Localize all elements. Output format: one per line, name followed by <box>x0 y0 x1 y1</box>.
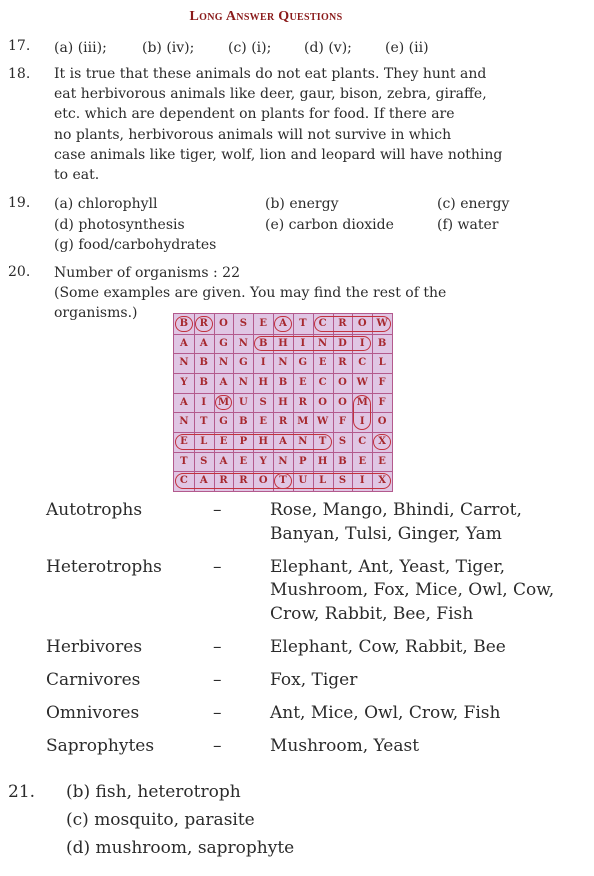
category-label: Saprophytes <box>46 735 155 756</box>
grid-letter: O <box>258 475 268 487</box>
grid-letter: C <box>358 436 367 447</box>
grid-letter: T <box>299 318 307 329</box>
grid-letter: O <box>318 396 327 408</box>
grid-letter: G <box>219 337 228 349</box>
grid-letter: G <box>239 357 248 369</box>
grid-letter: M <box>217 396 230 408</box>
grid-line <box>174 432 392 433</box>
word-circle <box>195 316 213 332</box>
grid-letter: W <box>376 318 388 329</box>
grid-letter: L <box>378 357 386 369</box>
dash-separator: – <box>213 556 222 577</box>
grid-letter: I <box>300 337 306 349</box>
question-number: 18. <box>8 66 31 82</box>
grid-letter: O <box>357 318 367 329</box>
grid-letter: D <box>338 337 347 349</box>
word-circle <box>373 434 391 450</box>
grid-letter: T <box>318 436 327 447</box>
grid-letter: A <box>199 475 208 487</box>
grid-letter: B <box>377 337 387 349</box>
grid-letter: R <box>338 318 347 329</box>
grid-letter: H <box>317 455 328 467</box>
dash-separator: – <box>213 669 222 690</box>
answer-item: (d) mushroom, saprophyte <box>66 838 295 858</box>
text-line: It is true that these animals do not eat plants. They hunt and <box>54 66 487 82</box>
grid-letter: I <box>359 337 365 349</box>
grid-letter: O <box>338 396 347 408</box>
word-circle <box>175 434 332 450</box>
grid-letter: B <box>239 416 248 428</box>
answer-item: (e) (ii) <box>385 40 429 56</box>
grid-letter: R <box>278 416 288 428</box>
grid-letter: P <box>299 455 307 467</box>
text-line: to eat. <box>54 167 100 184</box>
section-title: Long Answer Questions <box>189 9 343 24</box>
grid-letter: S <box>239 318 247 329</box>
grid-letter: A <box>199 337 208 349</box>
grid-letter: N <box>278 455 288 467</box>
answer-item: (b) (iv); <box>142 40 195 56</box>
answer-item: (a) (iii); <box>54 40 107 56</box>
grid-letter: A <box>279 318 287 329</box>
grid-line <box>174 393 392 394</box>
question-number: 17. <box>8 38 31 54</box>
grid-letter: N <box>238 337 248 349</box>
grid-letter: E <box>299 377 307 388</box>
grid-letter: P <box>239 436 248 447</box>
dash-separator: – <box>213 500 222 520</box>
grid-letter: S <box>338 436 347 447</box>
category-members: Ant, Mice, Owl, Crow, Fish <box>270 702 501 723</box>
category-members: Elephant, Ant, Yeast, Tiger, <box>270 556 506 577</box>
grid-letter: E <box>259 416 267 428</box>
grid-letter: U <box>238 396 248 408</box>
grid-letter: E <box>259 318 267 329</box>
dash-separator: – <box>213 702 222 723</box>
text-line: eat herbivorous animals like deer, gaur, bison, zebra, giraffe, <box>54 86 487 103</box>
grid-letter: B <box>258 337 268 349</box>
grid-letter: I <box>260 357 266 369</box>
grid-letter: C <box>179 475 188 487</box>
grid-letter: R <box>219 475 228 487</box>
category-members: Banyan, Tulsi, Ginger, Yam <box>270 523 502 544</box>
grid-line <box>194 314 195 491</box>
grid-letter: S <box>259 396 267 408</box>
grid-letter: Y <box>180 377 188 388</box>
grid-letter: R <box>199 318 208 329</box>
grid-letter: N <box>238 377 248 388</box>
word-circle <box>314 316 391 332</box>
grid-letter: M <box>356 396 368 408</box>
grid-letter: C <box>318 377 327 388</box>
grid-letter: Y <box>259 455 267 467</box>
question-number: 19. <box>8 195 31 211</box>
grid-line <box>174 353 392 354</box>
grid-letter: H <box>278 337 288 349</box>
grid-letter: B <box>278 377 288 388</box>
grid-letter: W <box>356 377 368 388</box>
grid-line <box>174 471 392 472</box>
word-circle <box>175 316 193 332</box>
answer-item: (f) water <box>437 217 499 233</box>
category-label: Omnivores <box>46 702 140 723</box>
grid-letter: I <box>201 396 207 408</box>
grid-letter: B <box>199 357 208 369</box>
grid-letter: E <box>378 455 386 467</box>
text-line: etc. which are dependent on plants for food. If there are <box>54 106 455 123</box>
grid-letter: T <box>199 416 208 428</box>
text-line: (Some examples are given. You may find the rest of the <box>54 285 447 301</box>
answer-item: (e) carbon dioxide <box>265 217 394 233</box>
word-search-grid <box>173 313 393 492</box>
category-label: Herbivores <box>46 636 143 657</box>
grid-letter: A <box>219 377 228 388</box>
grid-letter: E <box>358 455 367 467</box>
q18-answer <box>54 64 524 185</box>
category-members: Crow, Rabbit, Bee, Fish <box>270 603 474 624</box>
grid-letter: G <box>219 416 228 428</box>
grid-letter: C <box>358 357 367 369</box>
grid-letter: A <box>279 436 287 447</box>
grid-letter: E <box>180 436 188 447</box>
dash-separator: – <box>213 636 222 657</box>
grid-letter: N <box>278 357 288 369</box>
grid-line <box>233 314 234 491</box>
grid-letter: B <box>199 377 208 388</box>
word-circle <box>274 473 391 489</box>
grid-letter: L <box>319 475 327 487</box>
grid-letter: A <box>180 337 188 349</box>
grid-letter: M <box>297 416 309 428</box>
word-circle <box>254 336 371 352</box>
grid-letter: E <box>219 436 228 447</box>
question-number: 20. <box>8 264 31 280</box>
grid-letter: H <box>258 436 268 447</box>
question-number: 21. <box>8 782 36 802</box>
grid-letter: I <box>359 416 365 428</box>
grid-letter: H <box>258 377 268 388</box>
grid-letter: A <box>180 396 188 408</box>
organism-count: Number of organisms : 22 <box>54 265 240 281</box>
grid-letter: E <box>318 357 327 369</box>
category-label: Autotrophs <box>46 500 143 520</box>
answer-item: (g) food/carbohydrates <box>54 237 217 253</box>
answer-item: (c) energy <box>437 196 510 212</box>
grid-letter: N <box>218 357 229 369</box>
answer-item: (b) fish, heterotroph <box>66 782 241 802</box>
answer-item: (c) (i); <box>228 40 272 56</box>
grid-letter: N <box>318 337 328 349</box>
grid-letter: I <box>359 475 365 487</box>
category-label: Heterotrophs <box>46 556 162 577</box>
grid-letter: X <box>378 475 386 487</box>
grid-letter: F <box>378 377 386 388</box>
grid-letter: N <box>298 436 308 447</box>
grid-letter: R <box>239 475 248 487</box>
grid-letter: R <box>338 357 347 369</box>
grid-letter: L <box>200 436 208 447</box>
grid-letter: S <box>200 455 208 467</box>
grid-letter: S <box>338 475 347 487</box>
grid-line <box>174 373 392 374</box>
grid-letter: G <box>298 357 308 369</box>
grid-letter: C <box>318 318 327 329</box>
grid-letter: W <box>317 416 329 428</box>
category-label: Carnivores <box>46 669 141 690</box>
grid-letter: T <box>279 475 287 487</box>
grid-letter: R <box>298 396 307 408</box>
grid-letter: O <box>377 416 387 428</box>
text-line: case animals like tiger, wolf, lion and leopard will have nothing <box>54 146 503 163</box>
grid-line <box>174 452 392 453</box>
answer-item: (c) mosquito, parasite <box>66 810 255 830</box>
grid-letter: X <box>378 436 386 447</box>
grid-letter: B <box>179 318 189 329</box>
grid-letter: N <box>179 357 189 369</box>
grid-letter: O <box>338 377 347 388</box>
grid-line <box>174 334 392 335</box>
grid-letter: F <box>378 396 386 408</box>
text-line: organisms.) <box>54 305 138 322</box>
grid-letter: B <box>338 455 347 467</box>
answer-item: (b) energy <box>265 196 339 212</box>
category-members: Mushroom, Yeast <box>270 735 420 756</box>
grid-letter: O <box>219 318 228 329</box>
grid-letter: A <box>219 455 228 467</box>
answer-item: (a) chlorophyll <box>54 196 158 212</box>
word-circle <box>353 395 371 430</box>
category-members: Elephant, Cow, Rabbit, Bee <box>270 636 506 657</box>
text-line: no plants, herbivorous animals will not survive in which <box>54 126 452 143</box>
category-members: Mushroom, Fox, Mice, Owl, Cow, <box>270 580 555 600</box>
answer-item: (d) photosynthesis <box>54 217 185 233</box>
grid-line <box>372 314 373 491</box>
dash-separator: – <box>213 735 222 756</box>
word-circle <box>274 316 292 332</box>
grid-letter: E <box>239 455 248 467</box>
grid-letter: T <box>180 455 188 467</box>
grid-letter: N <box>179 416 189 428</box>
grid-letter: H <box>278 396 288 408</box>
grid-letter: F <box>338 416 346 428</box>
grid-letter: U <box>298 475 308 487</box>
category-members: Rose, Mango, Bhindi, Carrot, <box>270 500 522 520</box>
category-members: Fox, Tiger <box>270 669 358 690</box>
answer-item: (d) (v); <box>304 40 352 56</box>
